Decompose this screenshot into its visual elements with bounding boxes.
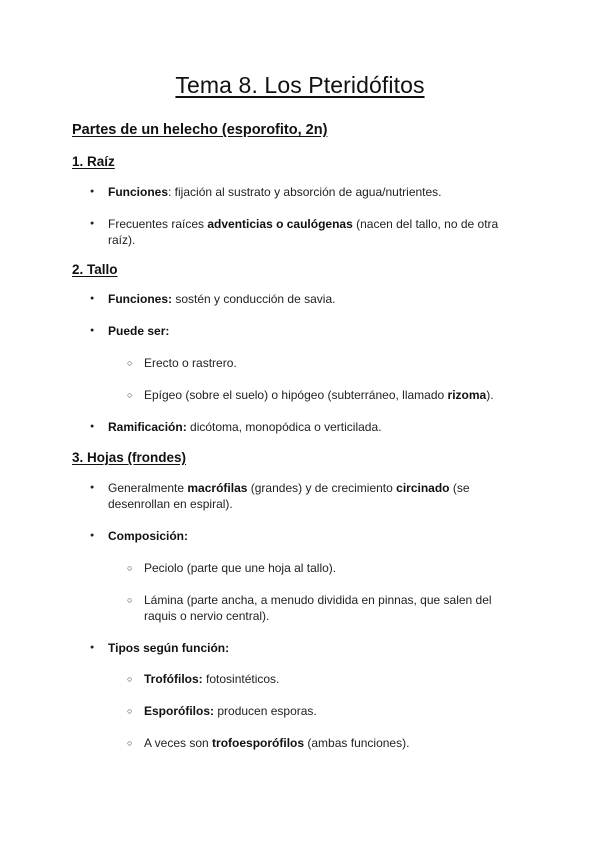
list-item xyxy=(108,323,508,339)
list-item xyxy=(108,184,508,200)
list-item xyxy=(108,216,508,248)
item-text: (grandes) y de crecimiento xyxy=(247,481,397,495)
item-text: fotosintéticos. xyxy=(202,672,280,686)
list-item xyxy=(108,291,508,307)
bold-term: Trofófilos: xyxy=(144,672,203,686)
list-item xyxy=(108,640,508,656)
section-heading-tallo: 2. Tallo xyxy=(72,262,118,277)
bold-term: Funciones: xyxy=(108,292,173,306)
item-text: Generalmente xyxy=(108,481,188,495)
sub-list-item xyxy=(144,355,504,371)
bold-term: Puede ser: xyxy=(108,324,170,338)
item-text: dicótoma, monopódica o verticilada. xyxy=(186,420,382,434)
item-text: ). xyxy=(486,388,494,402)
item-text: A veces son xyxy=(144,736,213,750)
item-text: Epígeo (sobre el suelo) o hipógeo (subterráneo, llamado xyxy=(144,388,448,402)
sub-list-item xyxy=(144,560,504,576)
item-text: Lámina (parte ancha, a menudo dividida en pinnas, que salen del raquis o nervio central). xyxy=(144,593,492,623)
bold-term: trofoesporófilos xyxy=(212,736,305,750)
list-item xyxy=(108,528,508,544)
page-title: Tema 8. Los Pteridófitos xyxy=(175,72,425,98)
bold-term: circinado xyxy=(396,481,450,495)
item-text: (se desenrollan en espiral). xyxy=(108,481,470,511)
sub-list-item xyxy=(144,703,504,719)
list-item xyxy=(108,480,508,512)
item-text: (nacen del tallo, no de otra raíz). xyxy=(108,217,499,247)
bold-term: Composición: xyxy=(108,529,188,543)
section-heading-raiz: 1. Raíz xyxy=(72,154,115,169)
item-text: Peciolo (parte que une hoja al tallo). xyxy=(144,561,337,575)
bold-term: Esporófilos: xyxy=(144,704,215,718)
sub-list-item xyxy=(144,671,504,687)
section-heading-hojas: 3. Hojas (frondes) xyxy=(72,450,187,465)
item-text: Erecto o rastrero. xyxy=(144,356,237,370)
sub-list-item xyxy=(144,592,504,624)
bold-term: adventicias o caulógenas xyxy=(207,217,353,231)
list-item xyxy=(108,419,508,435)
sub-list-item xyxy=(144,735,504,751)
bold-term: rizoma xyxy=(447,388,487,402)
bold-term: Funciones xyxy=(108,185,169,199)
bold-term: macrófilas xyxy=(187,481,248,495)
item-text: (ambas funciones). xyxy=(304,736,410,750)
bold-term: Tipos según función: xyxy=(108,641,230,655)
item-text: producen esporas. xyxy=(214,704,317,718)
item-text: sostén y conducción de savia. xyxy=(172,292,336,306)
sub-list-item xyxy=(144,387,504,403)
bold-term: Ramificación: xyxy=(108,420,187,434)
item-text: : fijación al sustrato y absorción de agua/nutrientes. xyxy=(168,185,442,199)
item-text: Frecuentes raíces xyxy=(108,217,208,231)
page-subtitle: Partes de un helecho (esporofito, 2n) xyxy=(72,122,328,138)
